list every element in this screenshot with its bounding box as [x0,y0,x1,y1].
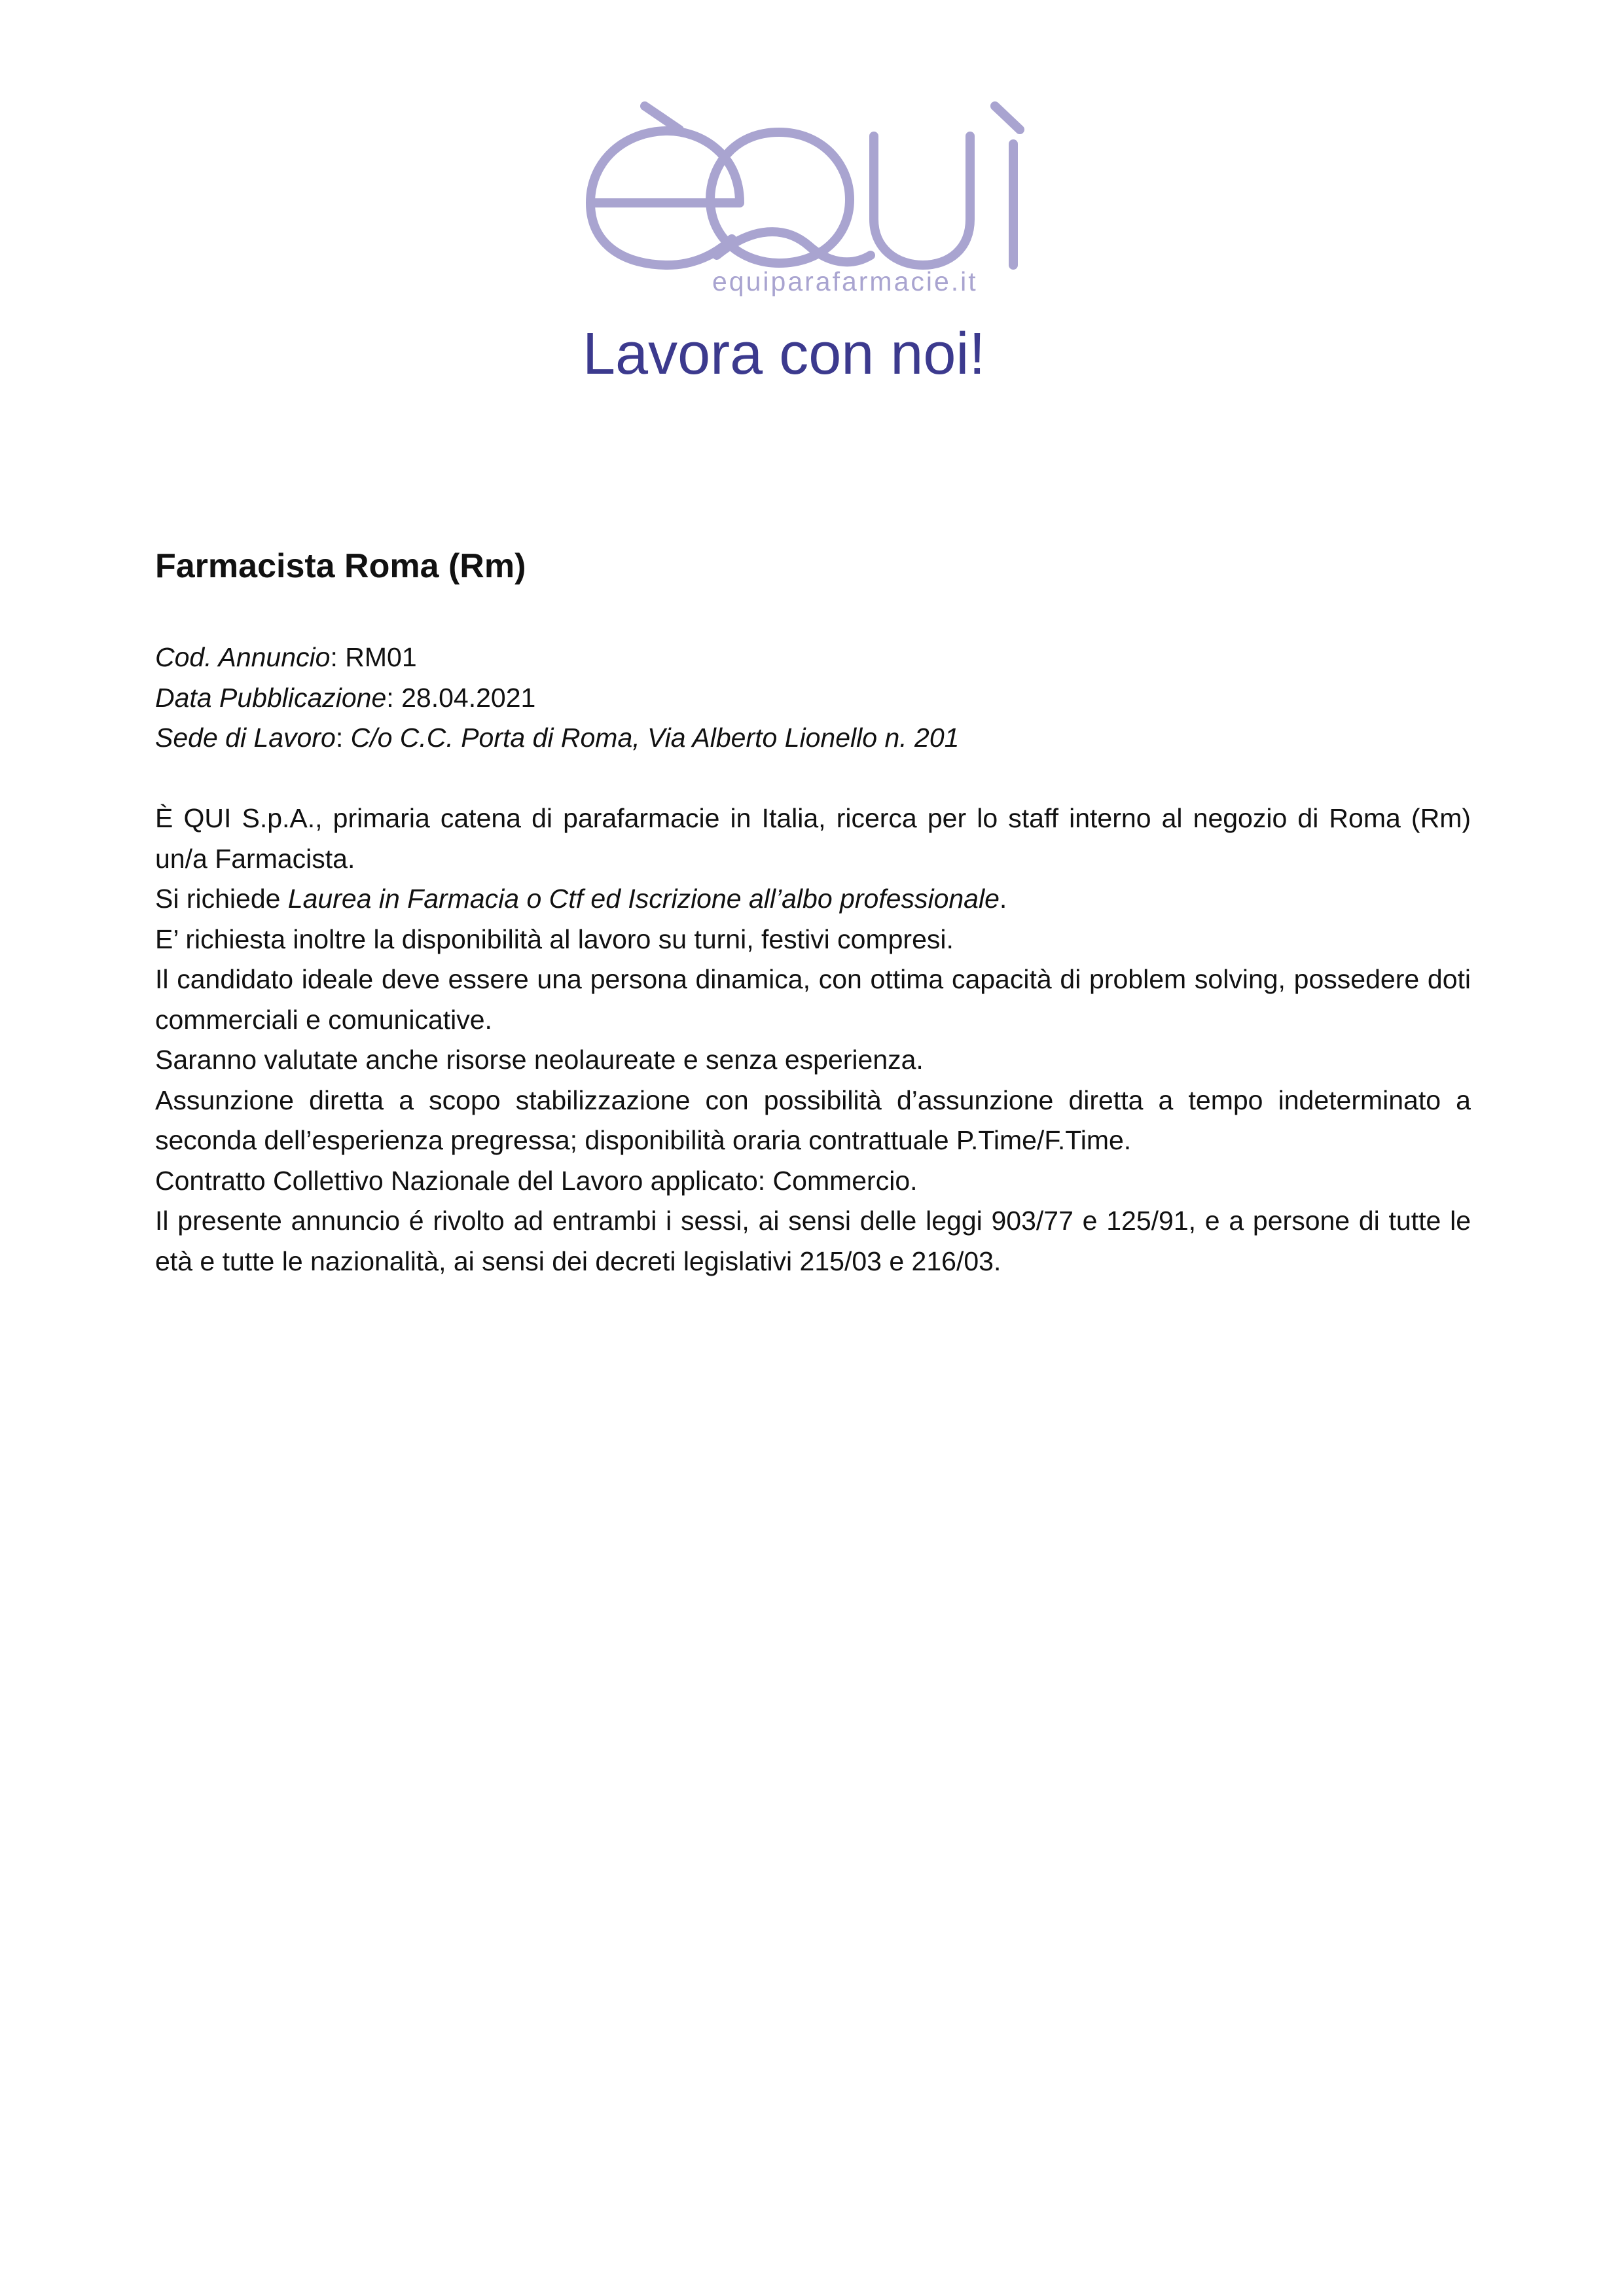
meta-date [155,678,1471,719]
meta-date-label: Data Pubblicazione [155,682,387,713]
meta-code-value: RM01 [345,642,417,672]
tagline: Lavora con noi! [583,321,986,387]
requirements-suffix: . [999,884,1007,914]
paragraph-contract: Contratto Collettivo Nazionale del Lavoro applicato: Commercio. [155,1165,918,1196]
meta-location-label: Sede di Lavoro [155,723,336,753]
meta-location [155,718,1471,759]
paragraph-availability: E’ richiesta inoltre la disponibilità al lavoro su turni, festivi compresi. [155,924,954,954]
paragraph-graduates: Saranno valutate anche risorse neolaureate e senza esperienza. [155,1045,924,1075]
meta-sep: : [386,682,402,713]
meta-sep: : [330,642,346,672]
paragraph-ideal-candidate: Il candidato ideale deve essere una persona dinamica, con ottima capacità di problem solving, possedere doti commerciali e comunicative. [155,964,1471,1035]
meta-sep: : [335,723,351,753]
paragraph-legal: Il presente annuncio é rivolto ad entrambi i sessi, ai sensi delle leggi 903/77 e 125/91, e a persone di tutte le età e tutte le nazionalità, ai sensi dei decreti legislativi 215/03 e 216/03. [155,1206,1471,1276]
job-meta [155,637,1471,759]
requirements-emphasis: Laurea in Farmacia o Ctf ed Iscrizione all’albo professionale [287,884,1000,914]
paragraph-requirements [155,879,1471,920]
job-posting [155,543,1471,1282]
job-title: Farmacista Roma (Rm) [155,547,526,585]
paragraph-hiring: Assunzione diretta a scopo stabilizzazione con possibilità d’assunzione diretta a tempo indeterminato a seconda dell’esperienza pregressa; disponibilità oraria contrattuale P.Time/F.Time. [155,1085,1471,1155]
meta-date-value: 28.04.2021 [401,682,536,713]
meta-code [155,637,1471,678]
job-description [155,798,1471,1282]
logo-domain-text: equiparafarmacie.it [712,266,978,296]
meta-code-label: Cod. Annuncio [155,642,331,672]
brand-logo [576,92,1047,308]
requirements-prefix: Si richiede [155,884,288,914]
paragraph-intro: È QUI S.p.A., primaria catena di parafarmacie in Italia, ricerca per lo staff interno al negozio di Roma (Rm) un/a Farmacista. [155,803,1471,874]
meta-location-value: C/o C.C. Porta di Roma, Via Alberto Lionello n. 201 [350,723,960,753]
